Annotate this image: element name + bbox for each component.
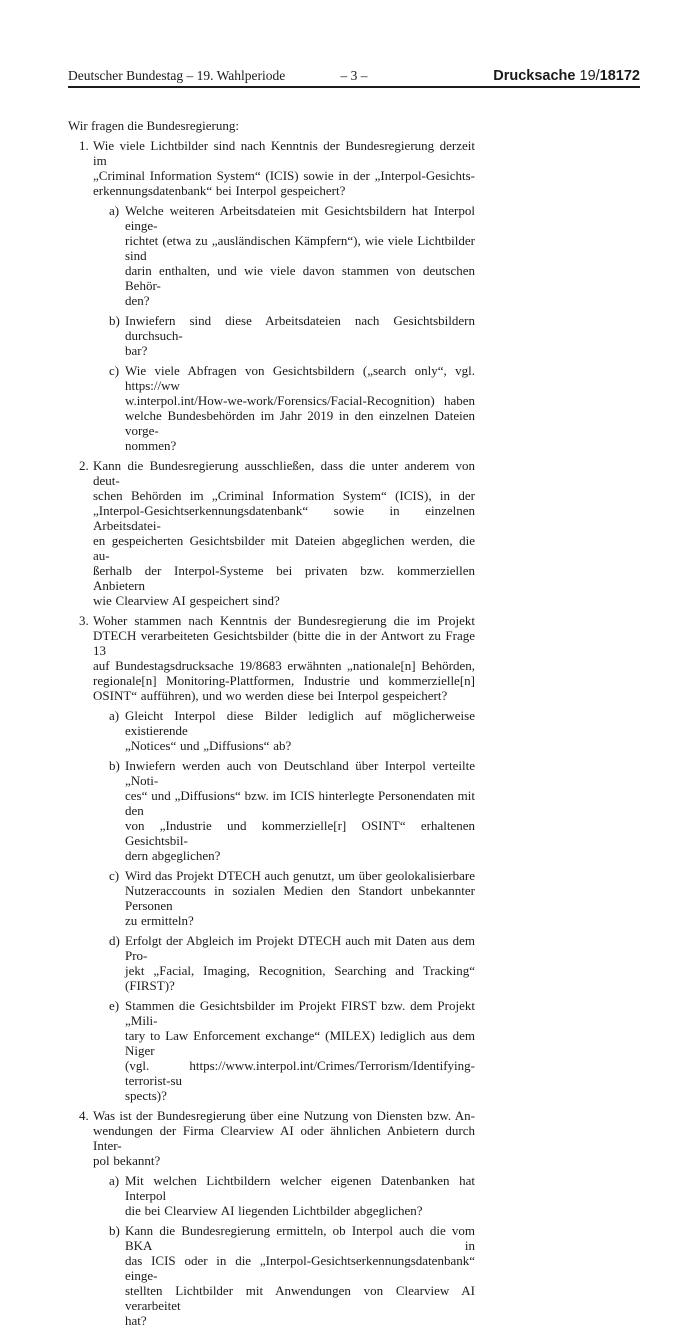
subitem-marker: a): [109, 1173, 120, 1188]
question-subitem: [109, 933, 475, 993]
text-line: „Criminal Information System“ (ICIS) sowie in der „Interpol-Gesichts-: [93, 168, 475, 183]
text-line: Inwiefern werden auch von Deutschland über Interpol verteilte „Noti-: [125, 758, 475, 788]
question-subitem: [109, 313, 475, 358]
question-item: [79, 613, 475, 703]
subitem-marker: d): [109, 933, 120, 948]
question-subitem: [109, 758, 475, 863]
text-line: Nutzeraccounts in sozialen Medien den Standort unbekannter Personen: [125, 883, 475, 913]
page-header: [68, 68, 640, 84]
text-line: Erfolgt der Abgleich im Projekt DTECH auch mit Daten aus dem Pro-: [125, 933, 475, 963]
drucksache-label: Drucksache: [493, 68, 576, 84]
text-line: hat?: [125, 1313, 147, 1328]
text-line: erkennungsdatenbank“ bei Interpol gespeichert?: [93, 183, 346, 198]
question-subitem: [109, 1173, 475, 1218]
text-line: Welche weiteren Arbeitsdateien mit Gesichtsbildern hat Interpol einge-: [125, 203, 475, 233]
text-line: zu ermitteln?: [125, 913, 194, 928]
subitem-marker: b): [109, 313, 120, 328]
question-subitem: [109, 998, 475, 1103]
text-line: nommen?: [125, 438, 177, 453]
text-line: darin enthalten, und wie viele davon stammen von deutschen Behör-: [125, 263, 475, 293]
question-item: [79, 138, 475, 198]
text-line: en gespeicherten Gesichtsbilder mit Dateien abgeglichen werden, die au-: [93, 533, 475, 563]
text-line: von „Industrie und kommerzielle[r] OSINT“ erhaltenen Gesichtsbil-: [125, 818, 475, 848]
text-line: Stammen die Gesichtsbilder im Projekt FIRST bzw. dem Projekt „Mili-: [125, 998, 475, 1028]
document-body: [68, 118, 475, 1328]
text-line: stellten Lichtbilder mit Anwendungen von Clearview AI verarbeitet: [125, 1283, 475, 1313]
text-line: wendungen der Firma Clearview AI oder ähnlichen Anbietern durch Inter-: [93, 1123, 475, 1153]
text-line: pol bekannt?: [93, 1153, 161, 1168]
text-line: „Interpol-Gesichtserkennungsdatenbank“ sowie in einzelnen Arbeitsdatei-: [93, 503, 475, 533]
subitem-marker: c): [109, 363, 120, 378]
text-line: Kann die Bundesregierung ermitteln, ob Interpol auch die vom BKA in: [125, 1223, 475, 1253]
subitem-marker: e): [109, 998, 120, 1013]
text-line: Was ist der Bundesregierung über eine Nutzung von Diensten bzw. An-: [93, 1108, 475, 1123]
header-page-number: – 3 –: [340, 68, 368, 83]
questions-list: [68, 138, 475, 1328]
question-item: [79, 458, 475, 608]
text-line: dern abgeglichen?: [125, 848, 221, 863]
text-line: Wird das Projekt DTECH auch genutzt, um über geolokalisierbare: [125, 868, 475, 883]
text-line: w.interpol.int/How-we-work/Forensics/Facial-Recognition) haben: [125, 393, 475, 408]
header-divider: [68, 86, 640, 88]
text-line: Wie viele Abfragen von Gesichtsbildern („search only“, vgl. https://ww: [125, 363, 475, 393]
subitem-marker: a): [109, 203, 120, 218]
drucksache-number-prefix: 19/: [579, 68, 600, 84]
question-subitem: [109, 1223, 475, 1328]
text-line: wie Clearview AI gespeichert sind?: [93, 593, 280, 608]
text-line: jekt „Facial, Imaging, Recognition, Searching and Tracking“ (FIRST)?: [125, 963, 475, 993]
text-line: DTECH verarbeiteten Gesichtsbilder (bitte die in der Antwort zu Frage 13: [93, 628, 475, 658]
text-line: das ICIS oder in die „Interpol-Gesichtserkennungsdatenbank“ einge-: [125, 1253, 475, 1283]
question-subitem: [109, 203, 475, 308]
subitem-marker: b): [109, 1223, 120, 1238]
text-line: tary to Law Enforcement exchange“ (MILEX) lediglich aus dem Niger: [125, 1028, 475, 1058]
text-line: Kann die Bundesregierung ausschließen, dass die unter anderem von deut-: [93, 458, 475, 488]
text-line: „Notices“ und „Diffusions“ ab?: [125, 738, 292, 753]
text-line: Gleicht Interpol diese Bilder lediglich auf möglicherweise existierende: [125, 708, 475, 738]
intro-text: Wir fragen die Bundesregierung:: [68, 118, 239, 133]
question-subitem: [109, 363, 475, 453]
text-line: die bei Clearview AI liegenden Lichtbilder abgeglichen?: [125, 1203, 423, 1218]
text-line: Wie viele Lichtbilder sind nach Kenntnis der Bundesregierung derzeit im: [93, 138, 475, 168]
text-line: (vgl. https://www.interpol.int/Crimes/Terrorism/Identifying-terrorist-su: [125, 1058, 475, 1088]
header-parliament-label: Deutscher Bundestag – 19. Wahlperiode: [68, 68, 286, 83]
text-line: Woher stammen nach Kenntnis der Bundesregierung die im Projekt: [93, 613, 475, 628]
subitem-marker: b): [109, 758, 120, 773]
text-line: ces“ und „Diffusions“ bzw. im ICIS hinterlegte Personendaten mit den: [125, 788, 475, 818]
question-subitem: [109, 868, 475, 928]
subitem-marker: c): [109, 868, 120, 883]
text-line: schen Behörden im „Criminal Information System“ (ICIS), in der: [93, 488, 475, 503]
item-marker: 1.: [79, 138, 89, 153]
text-line: den?: [125, 293, 150, 308]
text-line: spects)?: [125, 1088, 167, 1103]
subitem-marker: a): [109, 708, 120, 723]
text-line: Mit welchen Lichtbildern welcher eigenen Datenbanken hat Interpol: [125, 1173, 475, 1203]
item-marker: 2.: [79, 458, 89, 473]
text-line: ßerhalb der Interpol-Systeme bei privaten bzw. kommerziellen Anbietern: [93, 563, 475, 593]
text-line: auf Bundestagsdrucksache 19/8683 erwähnten „nationale[n] Behörden,: [93, 658, 475, 673]
text-line: Inwiefern sind diese Arbeitsdateien nach Gesichtsbildern durchsuch-: [125, 313, 475, 343]
question-subitem: [109, 708, 475, 753]
text-line: bar?: [125, 343, 148, 358]
drucksache-number: 18172: [599, 68, 640, 84]
text-line: richtet (etwa zu „ausländischen Kämpfern“), wie viele Lichtbilder sind: [125, 233, 475, 263]
item-marker: 3.: [79, 613, 89, 628]
text-line: welche Bundesbehörden im Jahr 2019 in den einzelnen Dateien vorge-: [125, 408, 475, 438]
item-marker: 4.: [79, 1108, 89, 1123]
text-line: OSINT“ aufführen), und wo werden diese bei Interpol gespeichert?: [93, 688, 448, 703]
question-item: [79, 1108, 475, 1168]
text-line: regionale[n] Monitoring-Plattformen, Industrie und kommerzielle[n]: [93, 673, 475, 688]
